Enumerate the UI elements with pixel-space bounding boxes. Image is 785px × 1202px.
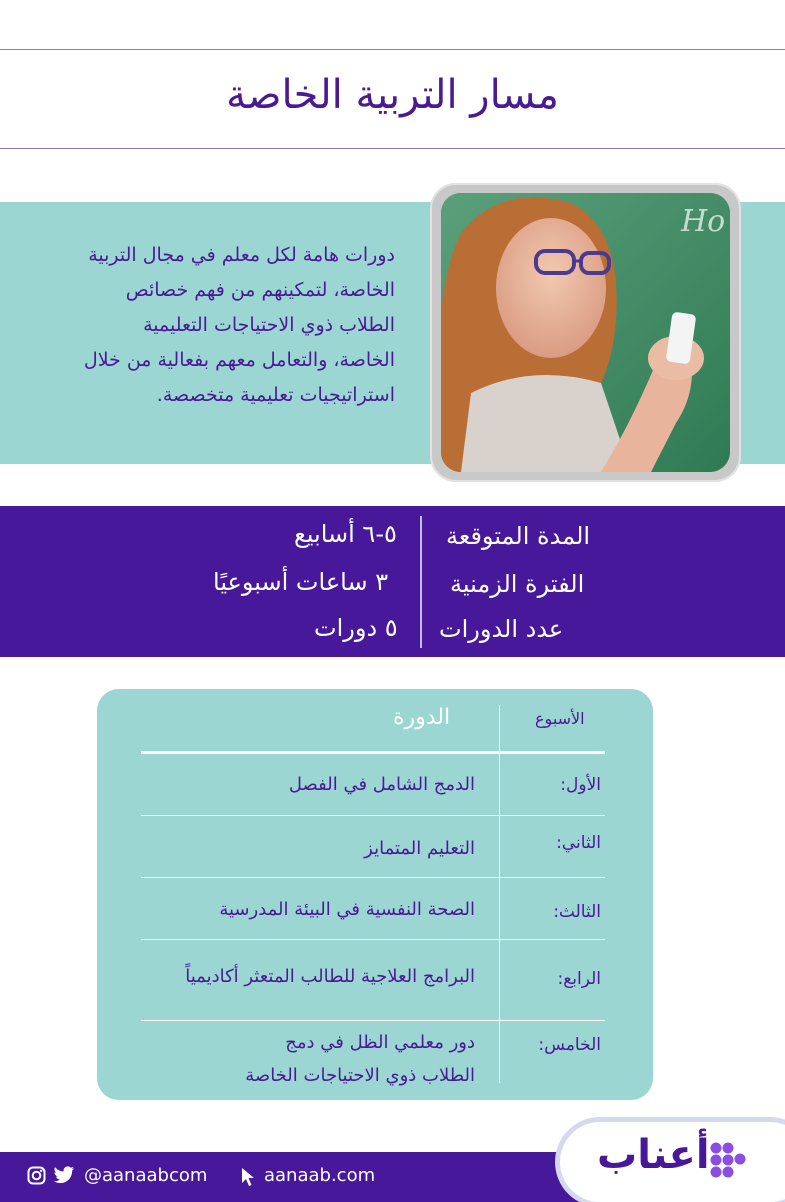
table-row-week: الثالث: bbox=[553, 902, 601, 922]
header-separator bbox=[141, 751, 605, 754]
table-row-week: الخامس: bbox=[538, 1035, 601, 1055]
website-link[interactable]: aanaab.com bbox=[264, 1165, 376, 1186]
table-row-course: البرامج العلاجية للطالب المتعثر أكاديمياً bbox=[185, 966, 475, 987]
stat-duration-label: المدة المتوقعة bbox=[446, 522, 591, 550]
row-separator bbox=[141, 939, 605, 940]
table-row-course: الدمج الشامل في الفصل bbox=[288, 774, 475, 795]
row-separator bbox=[141, 1020, 605, 1021]
stat-courses-label: عدد الدورات bbox=[439, 615, 564, 643]
cursor-icon bbox=[240, 1167, 256, 1187]
table-row-week: الثاني: bbox=[556, 833, 601, 853]
table-row-course: التعليم المتمايز bbox=[364, 838, 475, 859]
logo-text: أعناب bbox=[597, 1132, 710, 1178]
stat-timeframe-value: ٣ ساعات أسبوعيًا bbox=[213, 568, 389, 596]
table-row-course: دور معلمي الظل في دمج bbox=[285, 1032, 475, 1053]
table-row-course: الطلاب ذوي الاحتياجات الخاصة bbox=[245, 1065, 475, 1086]
header-week: الأسبوع bbox=[535, 709, 585, 728]
teacher-photo bbox=[441, 193, 730, 472]
instagram-icon[interactable] bbox=[27, 1166, 46, 1185]
column-divider bbox=[499, 705, 500, 1083]
twitter-icon[interactable] bbox=[53, 1166, 75, 1185]
table-row-week: الرابع: bbox=[557, 969, 601, 989]
stats-divider bbox=[420, 516, 422, 648]
stat-timeframe-label: الفترة الزمنية bbox=[450, 570, 585, 598]
stats-band bbox=[0, 506, 785, 657]
grape-logo-icon bbox=[708, 1140, 748, 1180]
svg-text:Ho: Ho bbox=[681, 204, 726, 239]
course-table bbox=[97, 689, 653, 1100]
social-handle[interactable]: @aanaabcom bbox=[84, 1165, 208, 1186]
intro-line: دورات هامة لكل معلم في مجال التربية bbox=[88, 244, 395, 266]
intro-line: الخاصة، لتمكينهم من فهم خصائص bbox=[125, 279, 395, 301]
table-row-course: الصحة النفسية في البيئة المدرسية bbox=[219, 899, 475, 920]
intro-line: الطلاب ذوي الاحتياجات التعليمية bbox=[143, 314, 395, 336]
teacher-illustration bbox=[441, 193, 730, 472]
header-course: الدورة bbox=[393, 705, 451, 730]
stat-duration-value: ٥-٦ أسابيع bbox=[294, 520, 397, 548]
row-separator bbox=[141, 815, 605, 816]
intro-line: الخاصة، والتعامل معهم بفعالية من خلال bbox=[83, 349, 395, 371]
teacher-photo-frame bbox=[430, 183, 741, 482]
table-row-week: الأول: bbox=[560, 775, 601, 795]
stat-courses-value: ٥ دورات bbox=[314, 614, 398, 642]
title-band bbox=[0, 49, 785, 149]
intro-line: استراتيجيات تعليمية متخصصة. bbox=[156, 384, 395, 406]
page-title: مسار التربية الخاصة bbox=[226, 72, 559, 118]
intro-text bbox=[30, 238, 395, 413]
row-separator bbox=[141, 877, 605, 878]
